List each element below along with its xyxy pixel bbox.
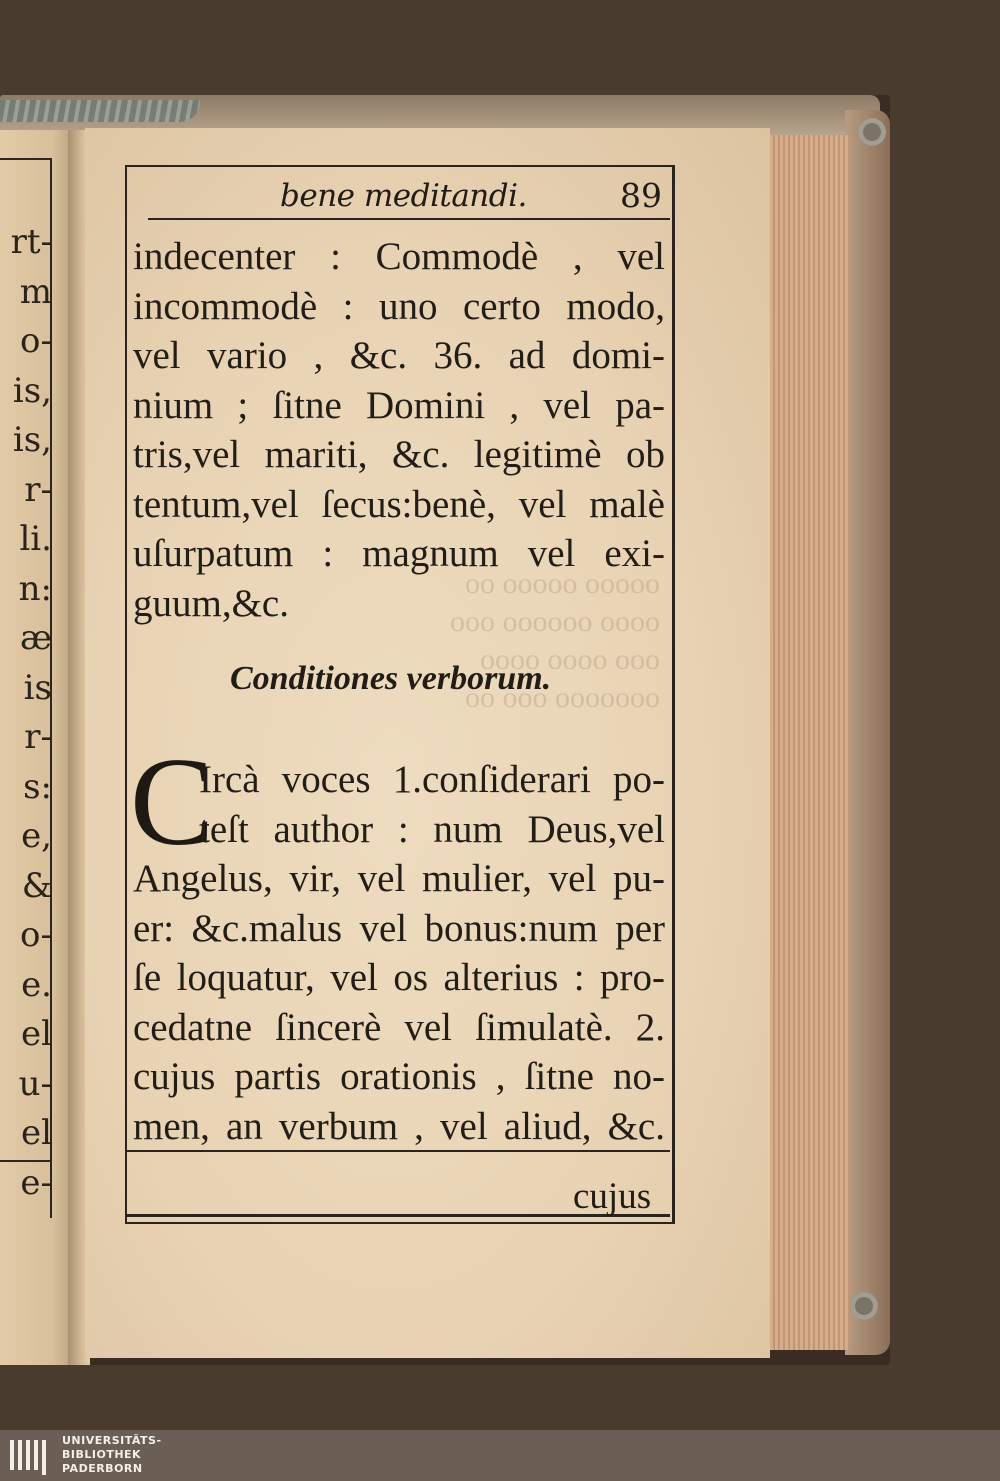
left-page-fragment: is: [23, 667, 52, 708]
left-page-fragment: r-: [24, 469, 52, 510]
text-line: cedatne ſincerè vel ſimulatè. 2.: [133, 1005, 665, 1049]
text-block-bottom: [133, 755, 665, 1151]
book-cover-edge: [845, 110, 890, 1355]
left-page-fragment: u-: [18, 1063, 52, 1104]
left-page-fragment: el: [21, 1014, 52, 1054]
left-page-fragment: e-: [20, 1162, 52, 1203]
left-page-fragment: r-: [24, 717, 52, 757]
catchword: cujus: [573, 1176, 652, 1217]
page-stack-edge: [760, 135, 850, 1350]
left-page-fragment: o-: [20, 915, 52, 955]
text-line: uſurpatum : magnum vel exi-: [133, 532, 665, 575]
left-page-fragment: æ: [20, 618, 52, 658]
text-line: Ircà voces 1.conſiderari po-: [199, 758, 665, 801]
left-page-fragment: is,: [12, 420, 52, 460]
text-block-top: [133, 232, 665, 628]
header-rule: [148, 218, 670, 220]
text-line: tentum,vel ſecus:benè, vel malè: [133, 482, 665, 526]
logo-line: PADERBORN: [62, 1462, 143, 1475]
left-page-fragment: n:: [18, 568, 52, 609]
library-columns-icon: [8, 1436, 48, 1476]
drop-cap: C: [130, 733, 215, 872]
bleed-through-text: ooooo ooooo oo oooo oooooo ooo ooo oooo oooo ooooooo ooo oo: [450, 567, 660, 714]
text-line: ſe loquatur, vel os alterius : pro-: [133, 956, 665, 999]
left-page-fragment: e.: [21, 964, 52, 1005]
left-page-fragment: el: [21, 1113, 52, 1153]
text-line: er: &c.malus vel bonus:num per: [133, 906, 665, 950]
text-line: Angelus, vir, vel mulier, vel pu-: [133, 857, 665, 900]
page-number: 89: [620, 176, 662, 215]
running-head: bene meditandi.: [280, 178, 527, 214]
logo-line: UNIVERSITÄTS-: [62, 1434, 162, 1447]
logo-line: BIBLIOTHEK: [62, 1448, 142, 1461]
text-line: vel vario , &c. 36. ad domi-: [133, 334, 665, 377]
section-title: Conditiones verborum.: [230, 660, 552, 697]
clasp-bottom-icon: [850, 1292, 878, 1320]
text-line: tris,vel mariti, &c. legitimè ob: [133, 433, 665, 476]
text-line: teſt author : num Deus,vel: [199, 807, 665, 851]
text-line: nium ; ſitne Domini , vel pa-: [133, 383, 665, 427]
left-page-fragment: li.: [19, 519, 52, 559]
text-line: cujus partis orationis , ſitne no-: [133, 1055, 665, 1098]
left-page-fragment: &: [21, 865, 52, 906]
left-page-fragment: e,: [21, 816, 52, 856]
text-line: incommodè : uno certo modo,: [133, 284, 665, 328]
left-page-text: [0, 0, 52, 1230]
left-page-fragment: o-: [20, 321, 52, 361]
library-logo-text: [62, 1434, 162, 1476]
left-page-fragment: rt-: [10, 222, 52, 262]
text-line: indecenter : Commodè , vel: [133, 235, 665, 278]
clasp-top-icon: [858, 118, 886, 146]
text-line: men, an verbum , vel aliud, &c.: [133, 1104, 665, 1148]
text-line: guum,&c.: [133, 581, 289, 625]
left-page-fragment: m: [19, 271, 52, 312]
left-page-fragment: is,: [12, 370, 52, 411]
left-page-fragment: s:: [23, 766, 52, 807]
